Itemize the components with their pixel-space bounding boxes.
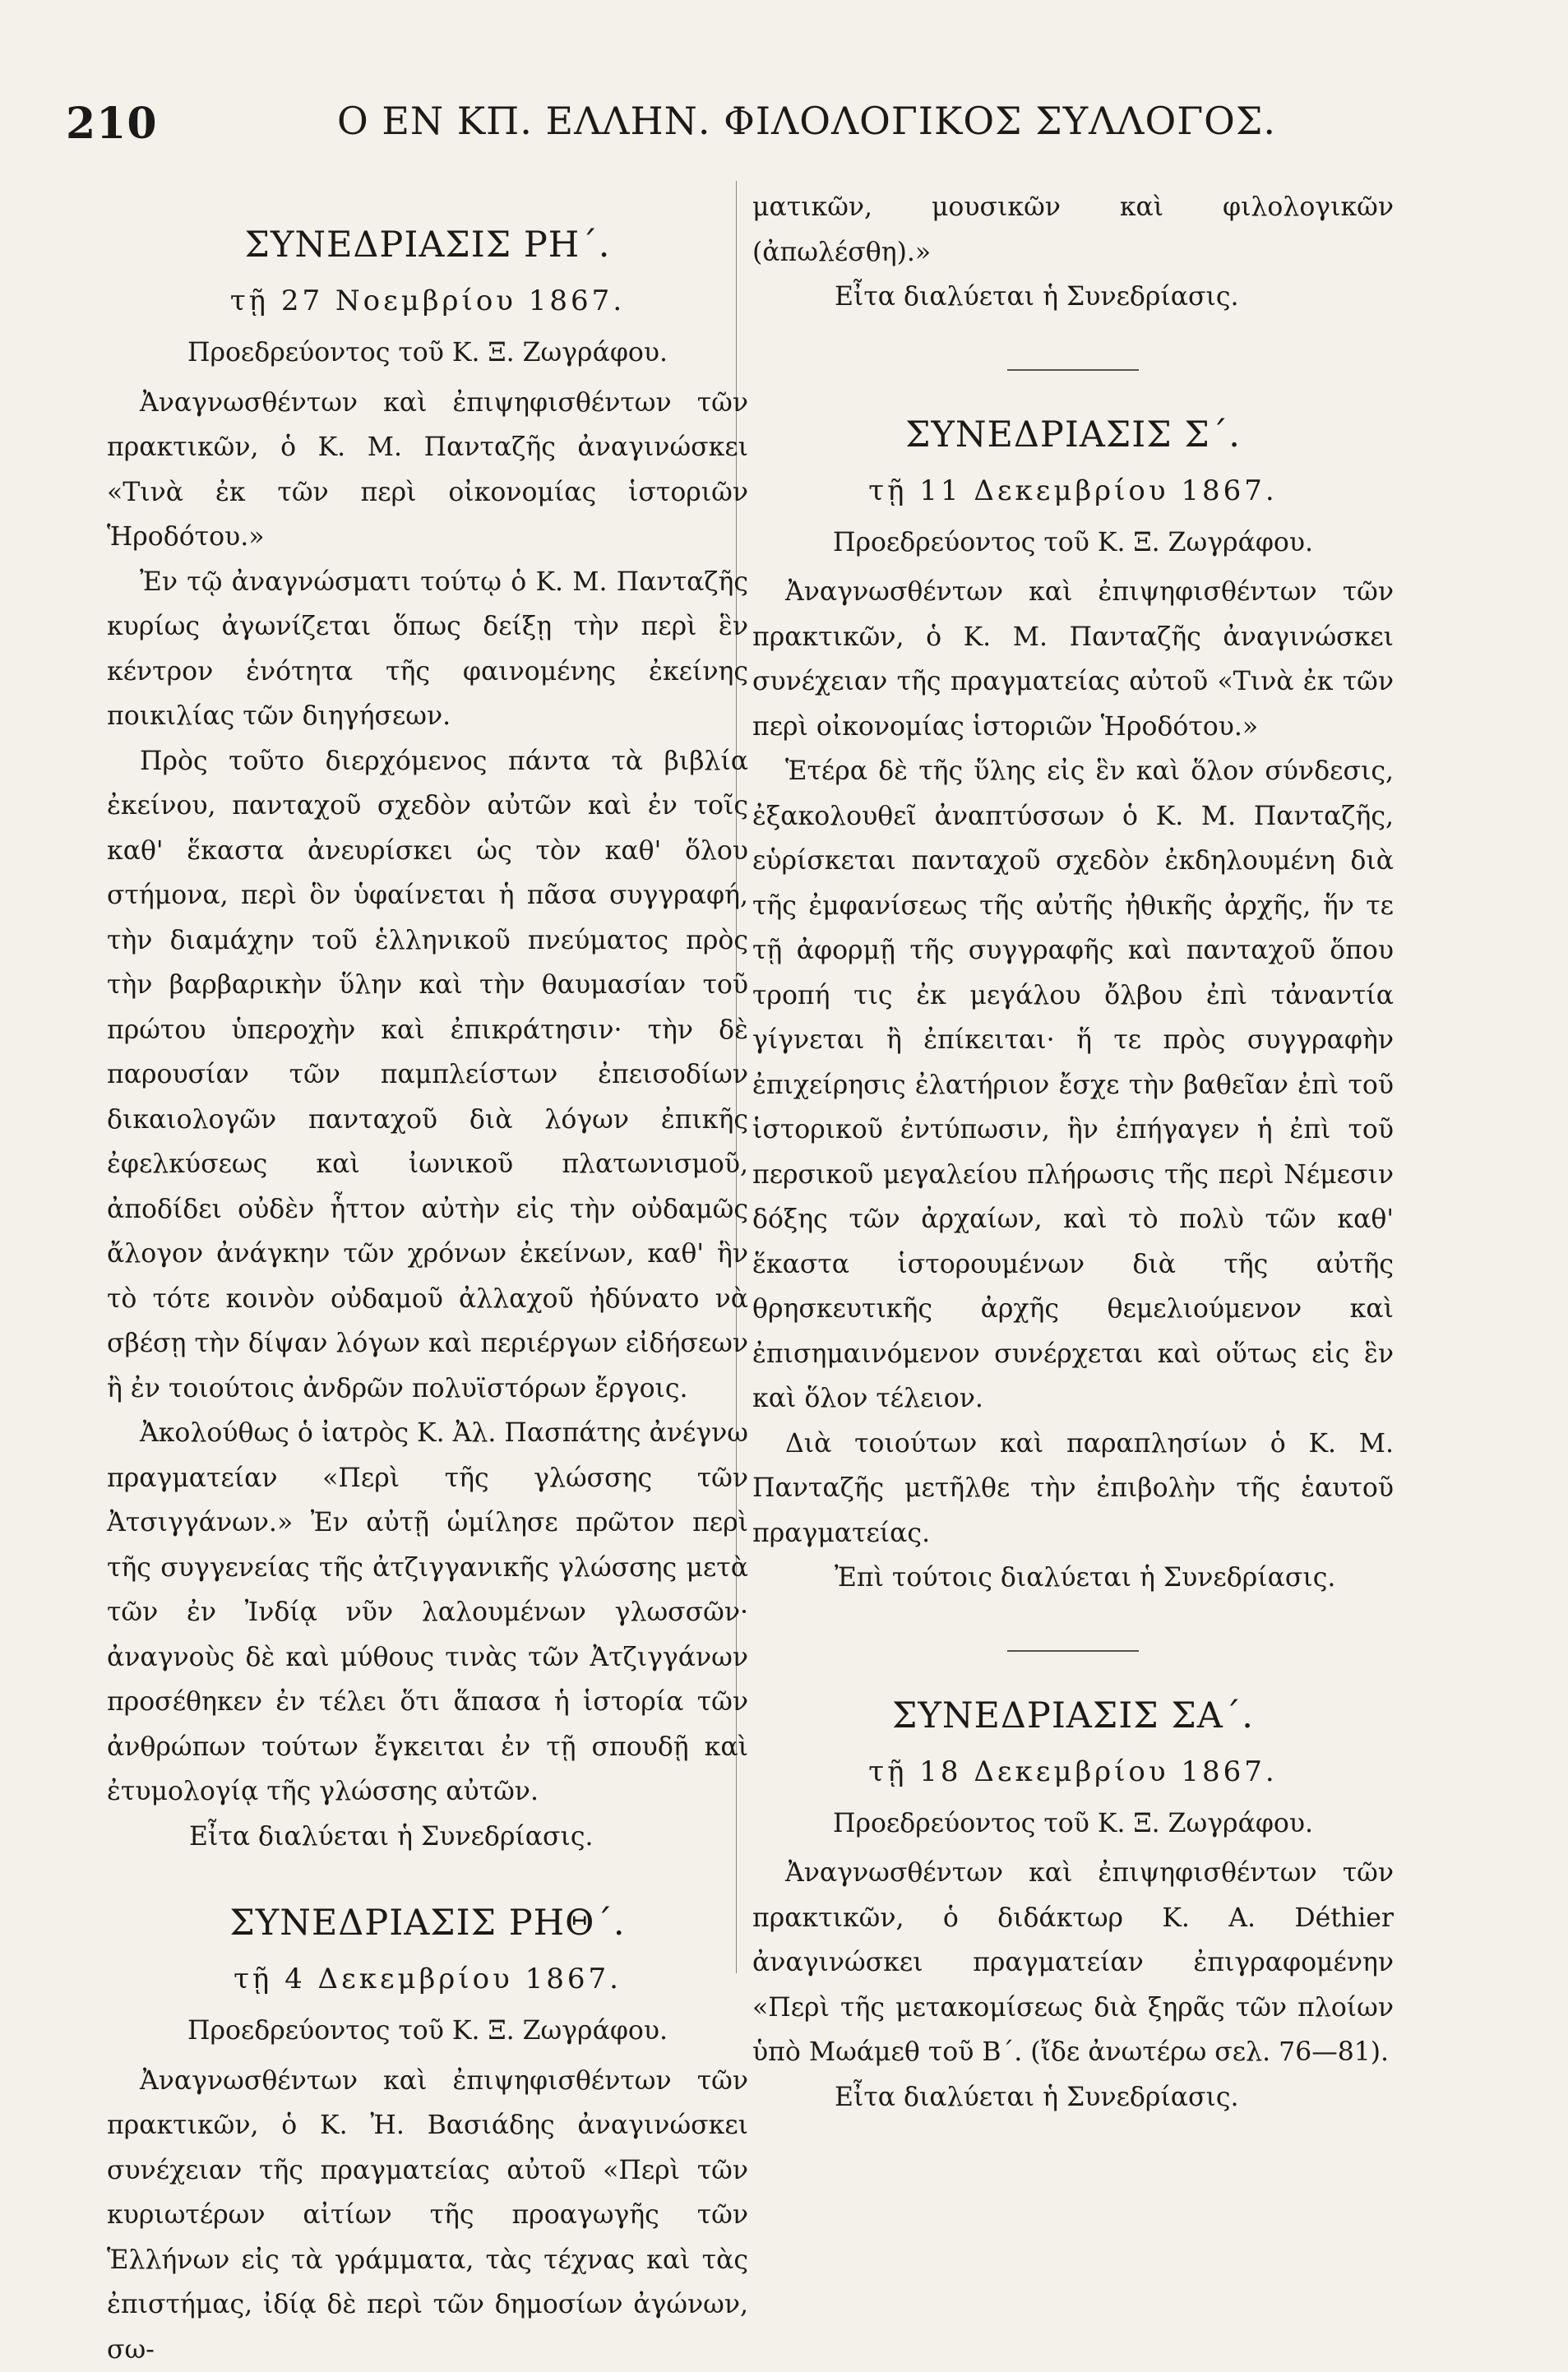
session-date: τῇ 18 Δεκεμβρίου 1867. [752,1749,1394,1795]
session-title: ΣΥΝΕΔΡΙΑΣΙΣ Σ΄. [752,412,1394,458]
continuation-text: ματικῶν, μουσικῶν καὶ φιλολογικῶν (ἀπωλέσθη).» [752,185,1394,275]
running-head [66,99,1445,164]
paragraph: Ἀκολούθως ὁ ἰατρὸς Κ. Ἀλ. Πασπάτης ἀνέγνω πραγματείαν «Περὶ τῆς γλώσσης τῶν Ἀτσιγγάνων.» Ἐν αὐτῇ ὡμίλησε πρῶτον περὶ τῆς συγγενείας τῆς ἀτζιγγανικῆς γλώσσης μετὰ τῶν ἐν Ἰνδίᾳ νῦν λαλουμένων γλωσσῶν· ἀναγνοὺς δὲ καὶ μύθους τινὰς τῶν Ἀτζιγγάνων προσέθηκεν ἐν τέλει ὅτι ἅπασα ἡ ἱστορία τῶν ἀνθρώπων τούτων ἔγκειται ἐν τῇ σπουδῇ καὶ ἐτυμολογίᾳ τῆς γλώσσης αὐτῶν. [107,1411,748,1815]
paragraph: Ἐν τῷ ἀναγνώσματι τούτῳ ὁ Κ. Μ. Πανταζῆς κυρίως ἀγωνίζεται ὅπως δείξῃ τὴν περὶ ἓν κέντρον ἑνότητα τῆς φαινομένης ἐκείνης ποικιλίας τῶν διηγήσεων. [107,560,748,739]
session-rth [107,1900,748,2372]
section-rule [1007,369,1139,371]
session-title: ΣΥΝΕΔΡΙΑΣΙΣ ΣΑ΄. [752,1693,1394,1739]
paragraph: Ἀναγνωσθέντων καὶ ἐπιψηφισθέντων τῶν πρακτικῶν, ὁ Κ. Μ. Πανταζῆς ἀναγινώσκει «Τινὰ ἐκ τῶν περὶ οἰκονομίας ἱστοριῶν Ἡροδότου.» [107,381,748,560]
section-rule [1007,1650,1139,1652]
session-rh [107,222,748,1859]
closing-line: Εἶτα διαλύεται ἡ Συνεδρίασις. [752,275,1394,320]
closing-line: Εἶτα διαλύεται ἡ Συνεδρίασις. [752,2075,1394,2120]
paragraph: Πρὸς τοῦτο διερχόμενος πάντα τὰ βιβλία ἐκείνου, πανταχοῦ σχεδὸν αὐτῶν καὶ ἐν τοῖς καθ' ἕκαστα ἀνευρίσκει ὡς τὸν καθ' ὅλου στήμονα, περὶ ὃν ὑφαίνεται ἡ πᾶσα συγγραφή, τὴν διαμάχην τοῦ ἑλληνικοῦ πνεύματος πρὸς τὴν βαρβαρικὴν ὕλην καὶ τὴν θαυμασίαν τοῦ πρώτου ὑπεροχὴν καὶ ἐπικράτησιν· τὴν δὲ παρουσίαν τῶν παμπλείστων ἐπεισοδίων δικαιολογῶν πανταχοῦ διὰ λόγων ἐπικῆς ἐφελκύσεως καὶ ἰωνικοῦ πλατωνισμοῦ, ἀποδίδει οὐδὲν ἧττον αὐτὴν εἰς τὴν οὐδαμῶς ἄλογον ἀνάγκην τῶν χρόνων ἐκείνων, καθ' ἣν τὸ τότε κοινὸν οὐδαμοῦ ἀλλαχοῦ ἠδύνατο νὰ σβέσῃ τὴν δίψαν λόγων καὶ περιέργων εἰδήσεων ἢ ἐν τοιούτοις ἀνδρῶν πολυϊστόρων ἔργοις. [107,739,748,1412]
presiding-line: Προεδρεύοντος τοῦ Κ. Ξ. Ζωγράφου. [752,1801,1394,1847]
journal-title: Ο ΕΝ ΚΠ. ΕΛΛΗΝ. ΦΙΛΟΛΟΓΙΚΟΣ ΣΥΛΛΟΓΟΣ. [337,99,1276,143]
session-date: τῇ 27 Νοεμβρίου 1867. [107,278,748,324]
session-title: ΣΥΝΕΔΡΙΑΣΙΣ ΡΗ΄. [107,222,748,268]
right-column [752,185,1394,2120]
paragraph: Ἀναγνωσθέντων καὶ ἐπιψηφισθέντων τῶν πρακτικῶν, ὁ Κ. Ἠ. Βασιάδης ἀναγινώσκει συνέχειαν τῆς πραγματείας αὐτοῦ «Περὶ τῶν κυριωτέρων αἰτίων τῆς προαγωγῆς τῶν Ἑλλήνων εἰς τὰ γράμματα, τὰς τέχνας καὶ τὰς ἐπιστήμας, ἰδίᾳ δὲ περὶ τῶν δημοσίων ἀγώνων, σω- [107,2059,748,2372]
paragraph: Ἀναγνωσθέντων καὶ ἐπιψηφισθέντων τῶν πρακτικῶν, ὁ διδάκτωρ Κ. Α. Déthier ἀναγινώσκει πραγματείαν ἐπιγραφομένην «Περὶ τῆς μετακομίσεως διὰ ξηρᾶς τῶν πλοίων ὑπὸ Μωάμεθ τοῦ Β΄. (ἴδε ἀνωτέρω σελ. 76—81). [752,1851,1394,2075]
closing-line: Ἐπὶ τούτοις διαλύεται ἡ Συνεδρίασις. [752,1556,1394,1601]
presiding-line: Προεδρεύοντος τοῦ Κ. Ξ. Ζωγράφου. [107,331,748,376]
presiding-line: Προεδρεύοντος τοῦ Κ. Ξ. Ζωγράφου. [107,2009,748,2054]
session-sa [752,1693,1394,2120]
closing-line: Εἶτα διαλύεται ἡ Συνεδρίασις. [107,1815,748,1860]
paragraph: Ἑτέρα δὲ τῆς ὕλης εἰς ἓν καὶ ὅλον σύνδεσις, ἐξακολουθεῖ ἀναπτύσσων ὁ Κ. Μ. Πανταζῆς, εὑρίσκεται πανταχοῦ σχεδὸν ἐκδηλουμένη διὰ τῆς ἐμφανίσεως τῆς αὐτῆς ἠθικῆς ἀρχῆς, ἥν τε τῇ ἀφορμῇ τῆς συγγραφῆς καὶ πανταχοῦ ὅπου τροπή τις ἐκ μεγάλου ὄλβου ἐπὶ τἀναντία γίγνεται ἢ ἐπίκειται· ἥ τε πρὸς συγγραφὴν ἐπιχείρησις ἐλατήριον ἔσχε τὴν βαθεῖαν ἐπὶ τοῦ ἱστορικοῦ ἐντύπωσιν, ἣν ἐπήγαγεν ἡ ἐπὶ τοῦ περσικοῦ μεγαλείου πλήρωσις τῆς περὶ Νέμεσιν δόξης τῶν ἀρχαίων, καὶ τὸ πολὺ τῶν καθ' ἕκαστα ἱστορουμένων διὰ τῆς αὐτῆς θρησκευτικῆς ἀρχῆς θεμελιούμενον καὶ ἐπισημαινόμενον συνέρχεται καὶ οὕτως εἰς ἓν καὶ ὅλον τέλειον. [752,749,1394,1422]
session-s [752,412,1394,1601]
presiding-line: Προεδρεύοντος τοῦ Κ. Ξ. Ζωγράφου. [752,520,1394,566]
paragraph: Διὰ τοιούτων καὶ παραπλησίων ὁ Κ. Μ. Πανταζῆς μετῆλθε τὴν ἐπιβολὴν τῆς ἑαυτοῦ πραγματείας. [752,1422,1394,1556]
paragraph: Ἀναγνωσθέντων καὶ ἐπιψηφισθέντων τῶν πρακτικῶν, ὁ Κ. Μ. Πανταζῆς ἀναγινώσκει συνέχειαν τῆς πραγματείας αὐτοῦ «Τινὰ ἐκ τῶν περὶ οἰκονομίας ἱστοριῶν Ἡροδότου.» [752,570,1394,749]
session-date: τῇ 4 Δεκεμβρίου 1867. [107,1956,748,2002]
left-column [107,197,748,2372]
session-title: ΣΥΝΕΔΡΙΑΣΙΣ ΡΗΘ΄. [107,1900,748,1946]
page-number: 210 [66,99,158,149]
session-date: τῇ 11 Δεκεμβρίου 1867. [752,468,1394,514]
